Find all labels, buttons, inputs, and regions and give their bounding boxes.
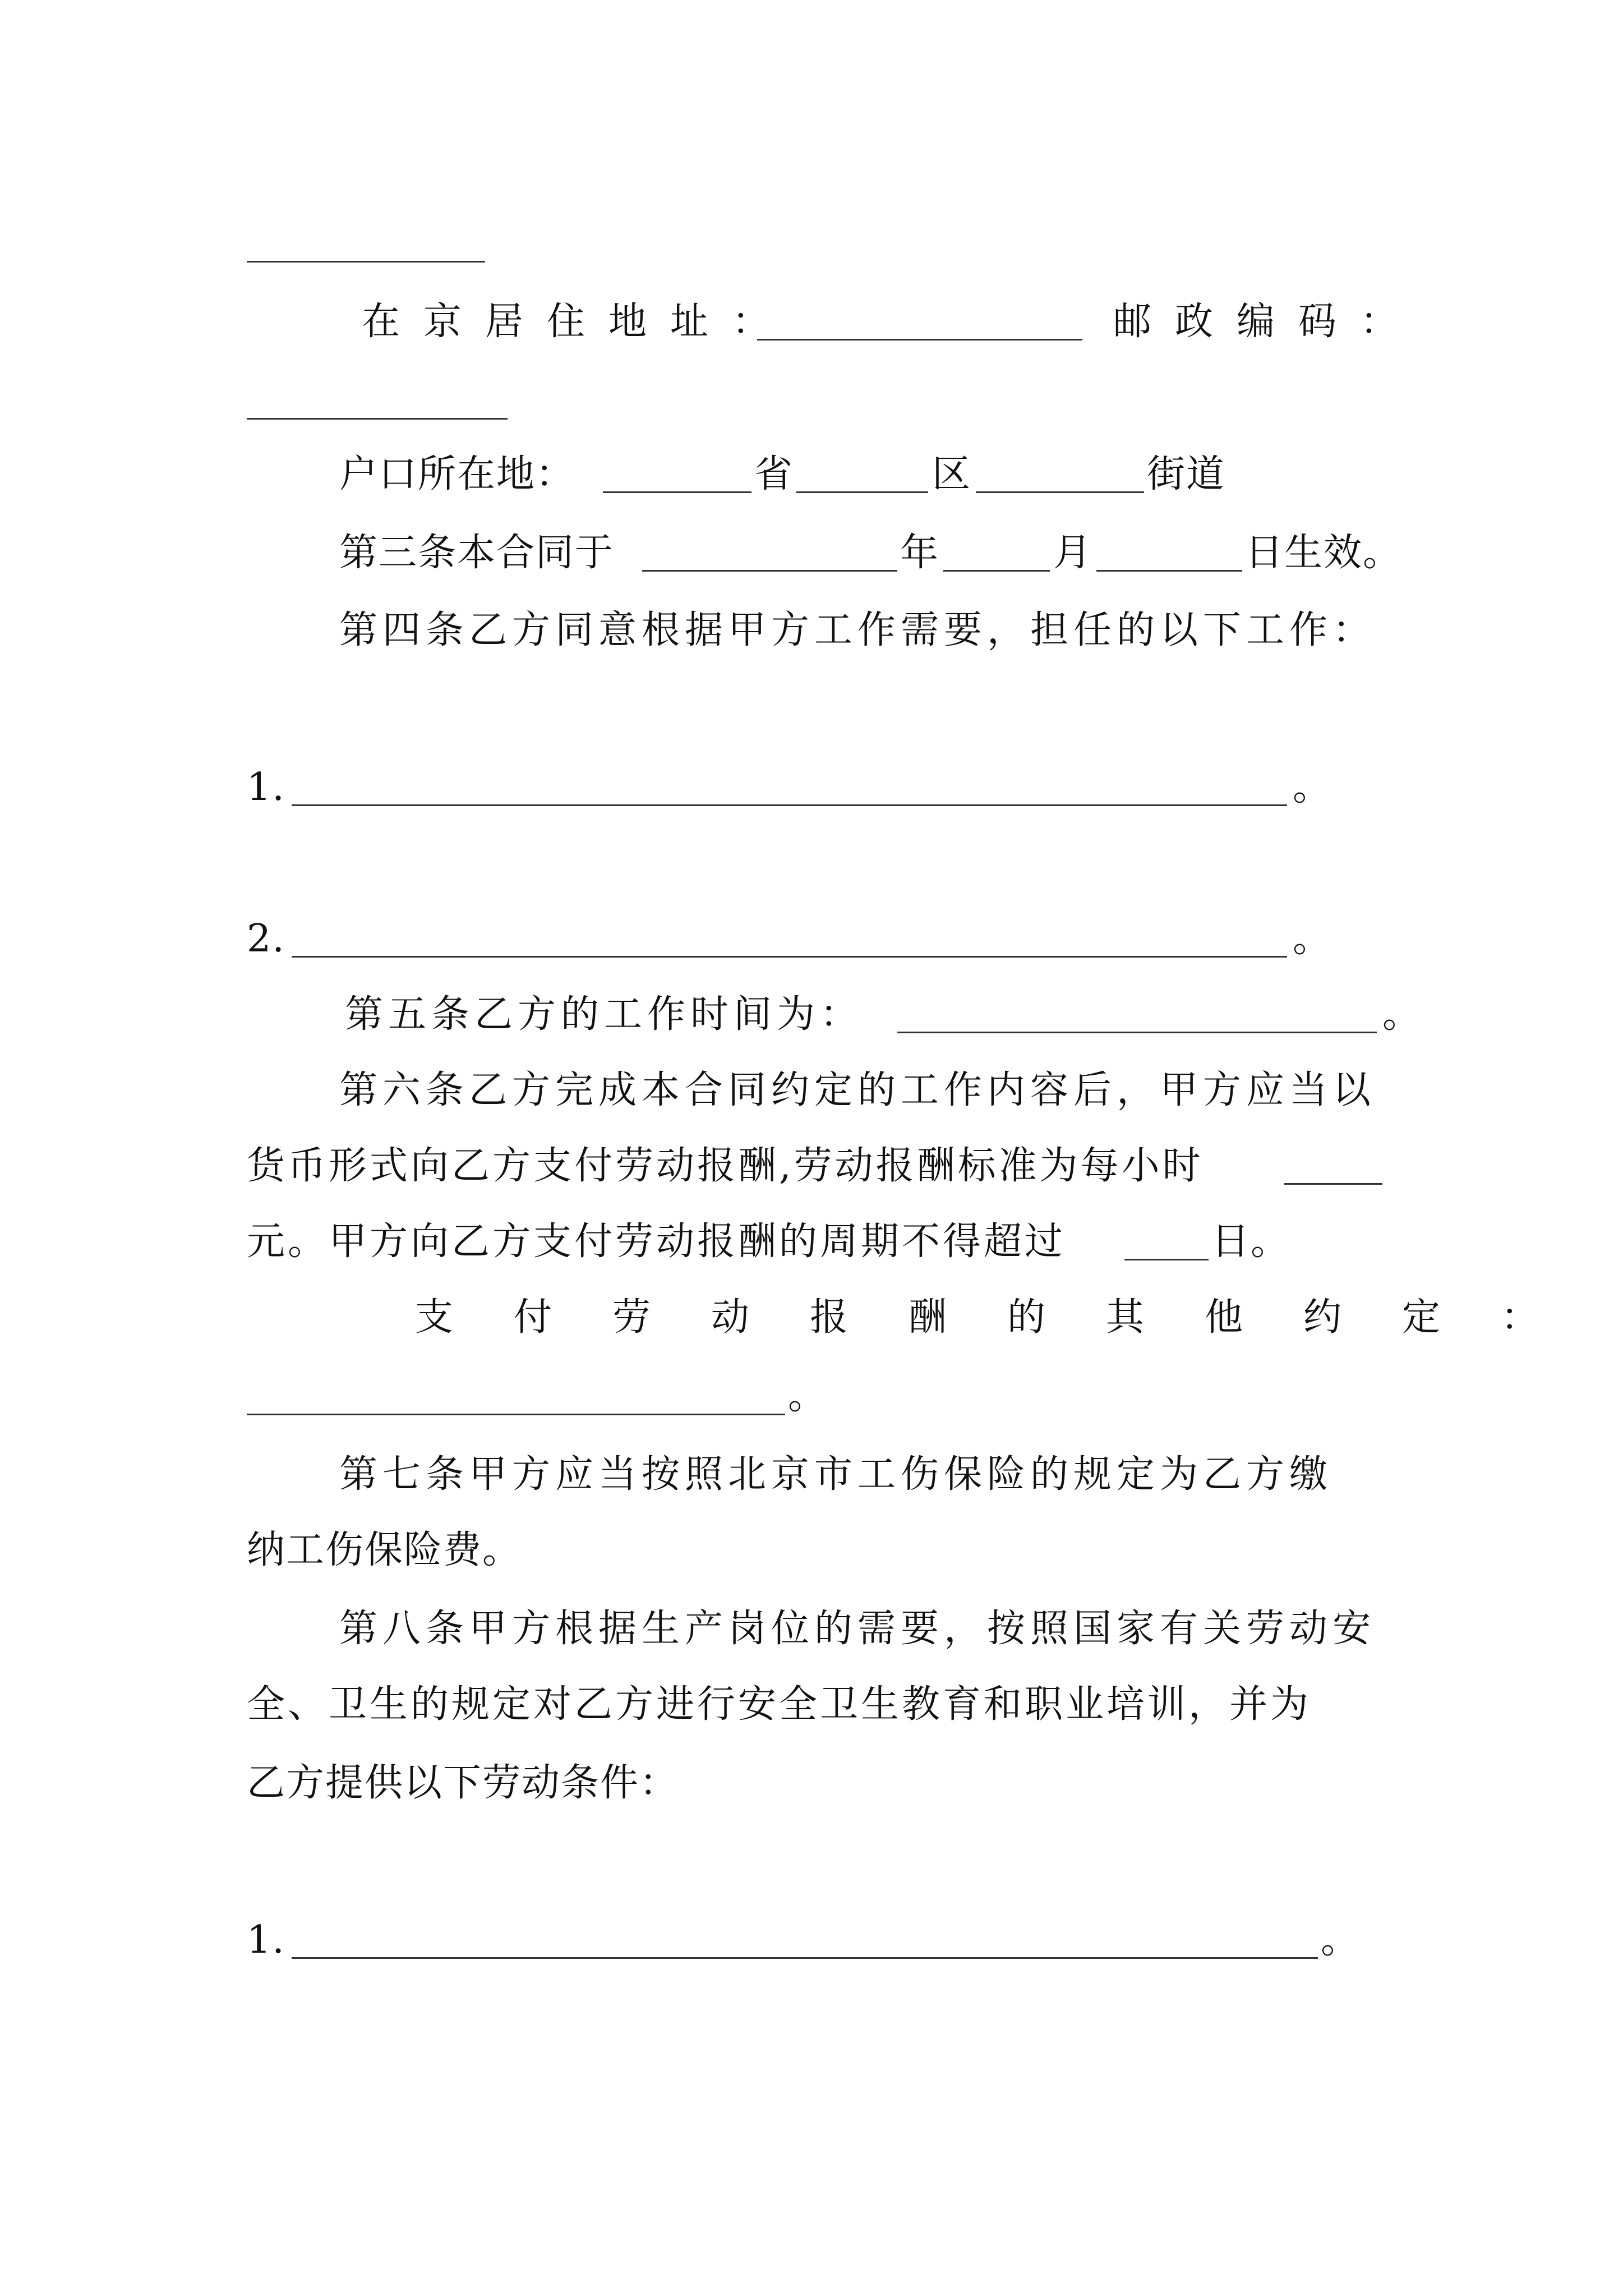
article-7-line-2: 纳工伤保险费。 <box>247 1528 522 1572</box>
article-8-line-1: 第八条甲方根据生产岗位的需要，按照国家有关劳动安 <box>339 1607 1376 1651</box>
blank-work-hours[interactable] <box>897 1032 1377 1033</box>
label-province: 省 <box>754 452 794 496</box>
blank-month[interactable] <box>943 570 1050 572</box>
article-6-line-2: 货币形式向乙方支付劳动报酬,劳动报酬标准为每小时 <box>247 1144 1204 1188</box>
label-street: 街道 <box>1147 452 1226 496</box>
blank-address[interactable] <box>757 339 1082 341</box>
article-6-line-3: 元。甲方向乙方支付劳动报酬的周期不得超过 <box>247 1220 1066 1264</box>
blank-work-1[interactable] <box>292 804 1287 806</box>
article-4: 第四条乙方同意根据甲方工作需要，担任的以下工作： <box>339 608 1376 652</box>
blank-province[interactable] <box>603 491 751 493</box>
article-6-line-1: 第六条乙方完成本合同约定的工作内容后，甲方应当以 <box>339 1068 1376 1112</box>
label-district: 区 <box>932 452 972 496</box>
blank-postal-code[interactable] <box>247 418 508 420</box>
label-year: 年 <box>900 531 940 575</box>
blank-pay-cycle[interactable] <box>1124 1259 1209 1260</box>
article-3-end: 日生效。 <box>1245 531 1403 575</box>
article-6-other: 支付劳动报酬的其他约定： <box>415 1295 1600 1340</box>
blank-district[interactable] <box>796 491 928 493</box>
label-month: 月 <box>1053 531 1093 575</box>
blank-work-2[interactable] <box>292 956 1287 958</box>
period: 。 <box>1382 992 1422 1037</box>
label-postal-code: 邮政编码： <box>1113 300 1422 344</box>
blank-condition-1[interactable] <box>292 1957 1318 1959</box>
item-number-2: 2. <box>247 917 285 961</box>
blank-day[interactable] <box>1096 570 1242 572</box>
period: 。 <box>1293 917 1332 961</box>
blank-line[interactable] <box>247 261 485 263</box>
condition-number-1: 1. <box>247 1918 285 1962</box>
item-number-1: 1. <box>247 765 285 809</box>
label-beijing-address: 在京居住地址： <box>362 300 794 344</box>
blank-year[interactable] <box>642 570 897 572</box>
period: 。 <box>1321 1918 1361 1962</box>
blank-street[interactable] <box>976 491 1144 493</box>
article-5: 第五条乙方的工作时间为： <box>345 992 864 1037</box>
label-day: 日。 <box>1211 1220 1290 1264</box>
article-3-start: 第三条本合同于 <box>339 531 615 575</box>
article-8-line-3: 乙方提供以下劳动条件： <box>247 1761 679 1805</box>
blank-hourly-rate[interactable] <box>1284 1183 1382 1185</box>
label-hukou: 户口所在地： <box>339 452 575 496</box>
period: 。 <box>1293 765 1332 809</box>
article-7-line-1: 第七条甲方应当按照北京市工伤保险的规定为乙方缴 <box>339 1452 1333 1497</box>
blank-other-pay[interactable] <box>247 1414 785 1415</box>
article-8-line-2: 全、卫生的规定对乙方进行安全卫生教育和职业培训，并为 <box>247 1682 1312 1727</box>
period: 。 <box>788 1374 828 1418</box>
